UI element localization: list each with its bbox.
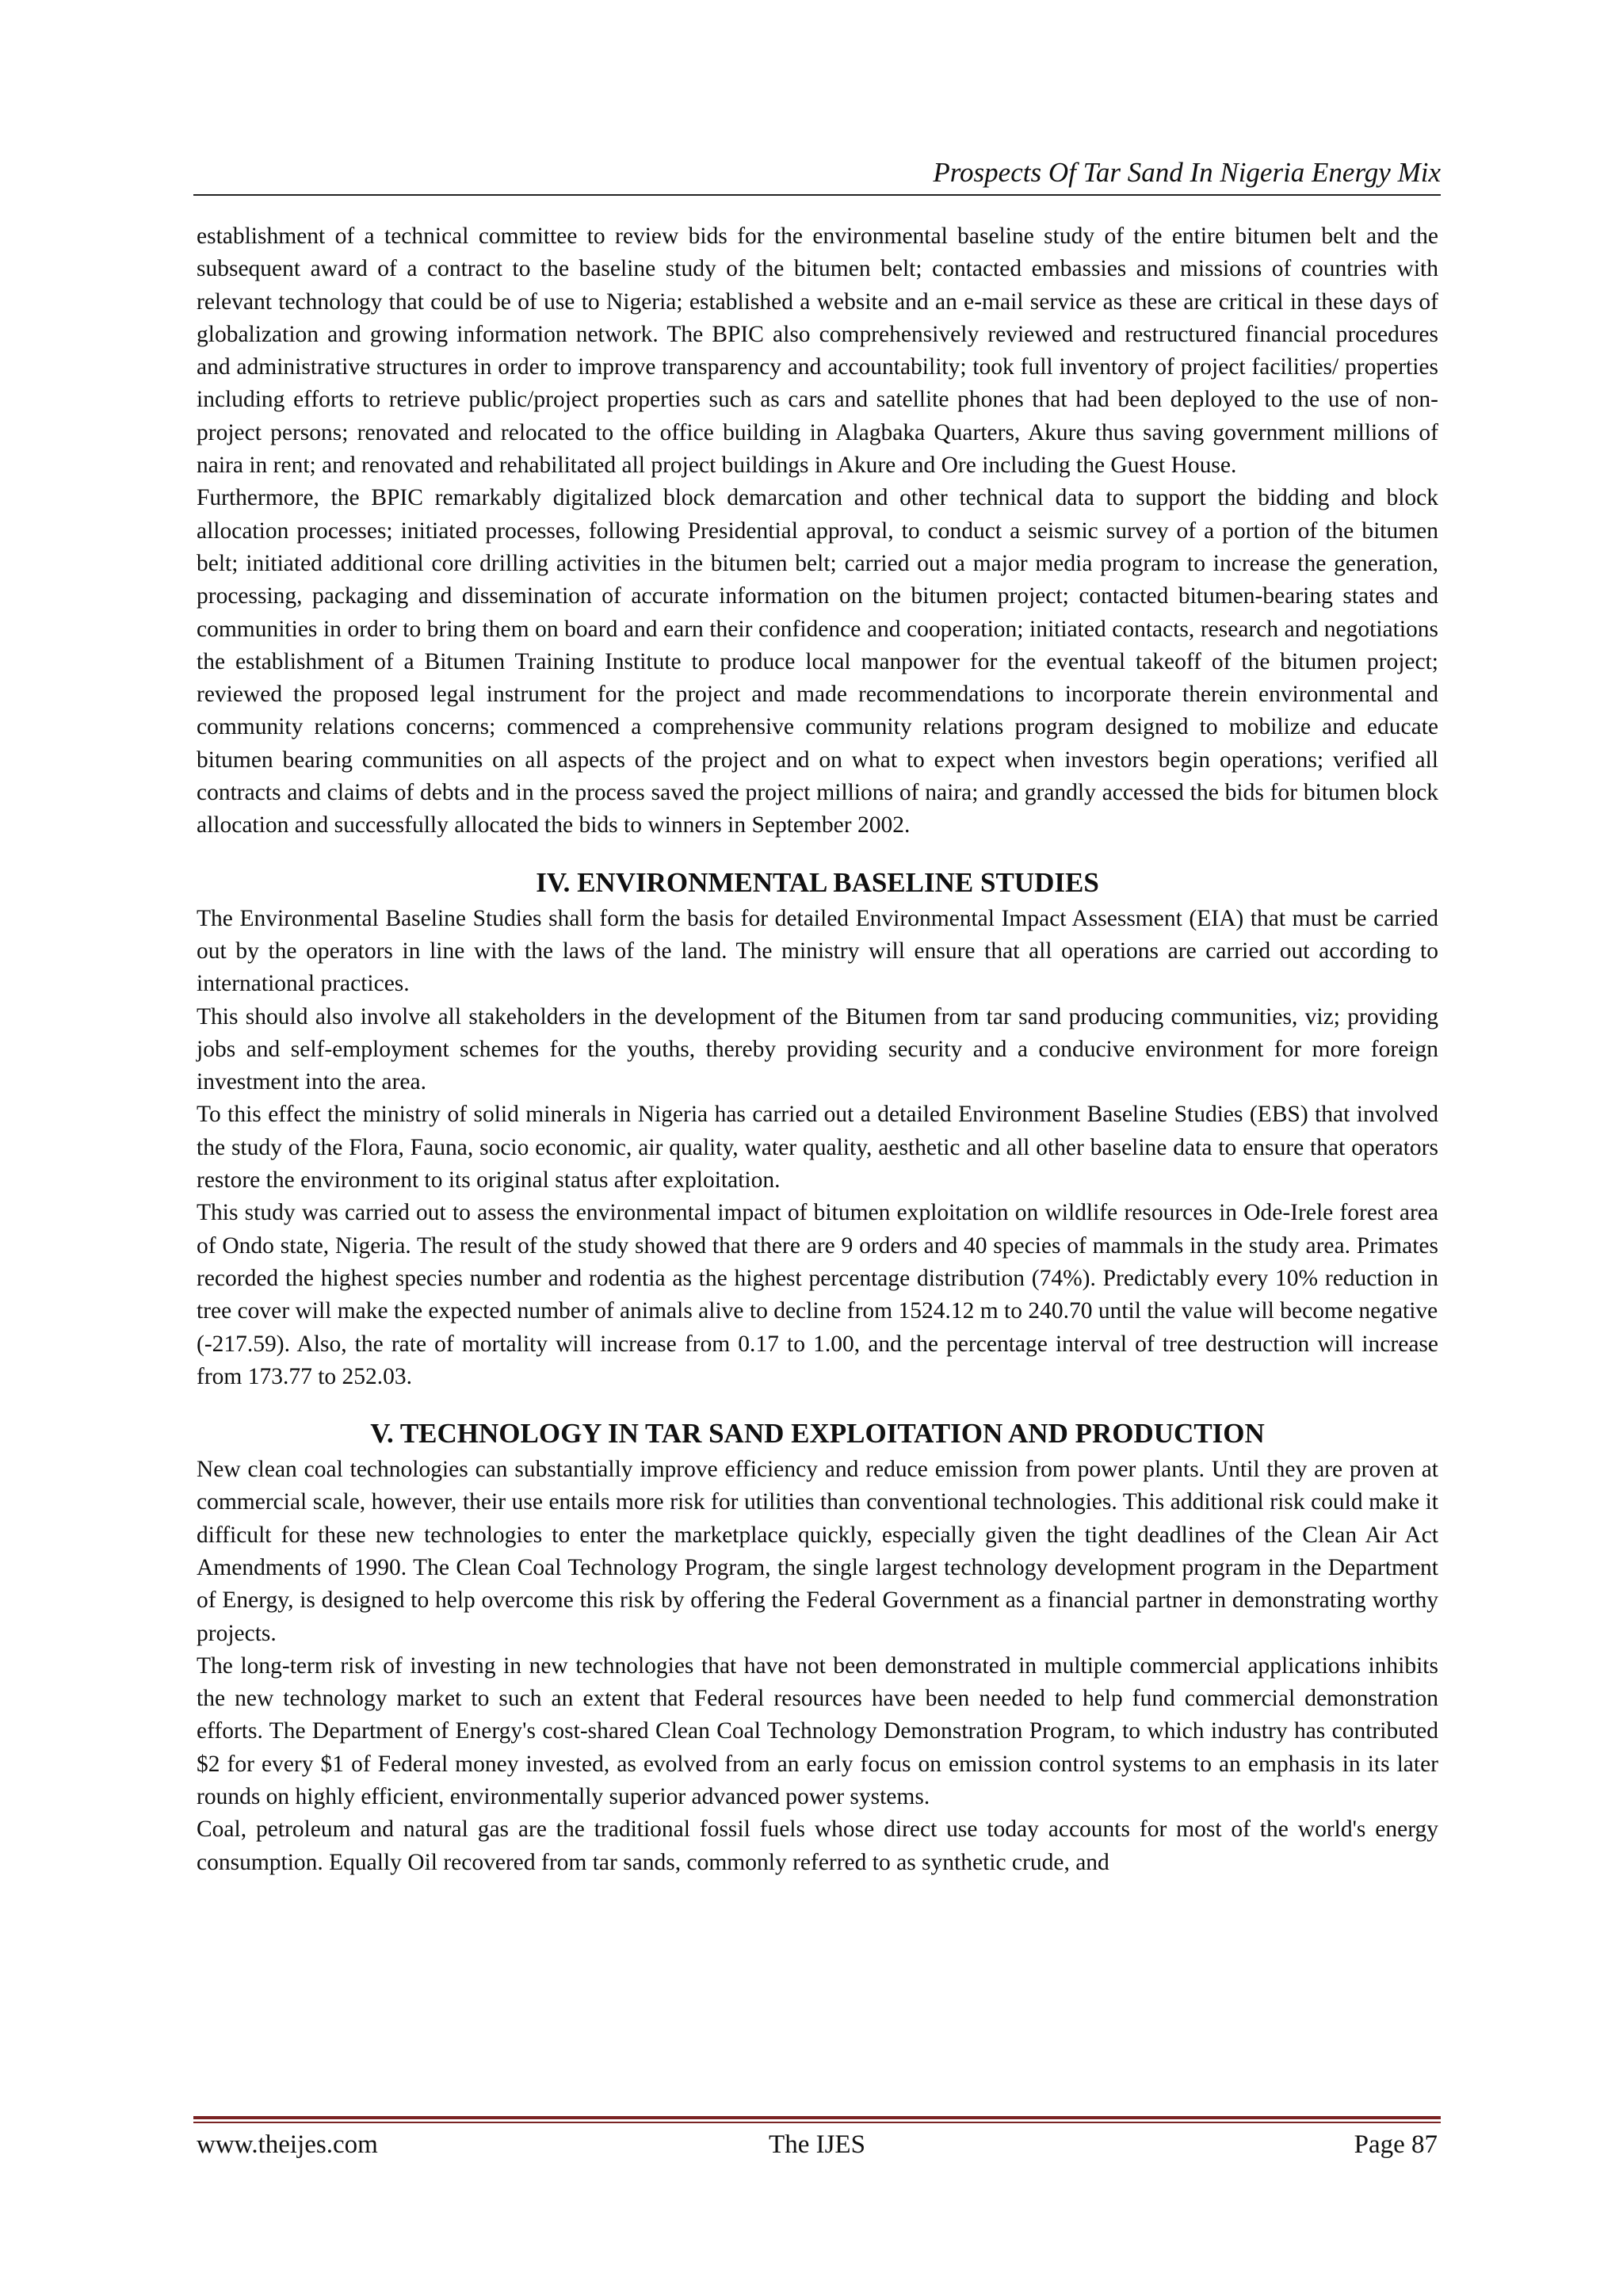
section-heading-environmental-baseline: IV. ENVIRONMENTAL BASELINE STUDIES bbox=[536, 866, 1099, 898]
paragraph-clean-coal: New clean coal technologies can substantially improve efficiency and reduce emission from power plants. Until they are proven at commercial scale, however, their use entails more risk for utilities than conventional technologies. This additional risk could make it difficult for these new technologies to enter the marketplace quickly, especially given the tight deadlines of the Clean Air Act Amendments of 1990. The Clean Coal Technology Program, the single largest technology development program in the Department of Energy, is designed to help overcome this risk by offering the Federal Government as a financial partner in demonstrating worthy projects. bbox=[197, 1457, 1438, 1646]
paragraph-fossil-fuels: Coal, petroleum and natural gas are the traditional fossil fuels whose direct use today accounts for most of the world's energy consumption. Equally Oil recovered from tar sands, commonly referred to as synthetic crude, and bbox=[197, 1817, 1438, 1875]
paragraph-ebs-study: To this effect the ministry of solid minerals in Nigeria has carried out a detailed Environment Baseline Studies (EBS) that involved the study of the Flora, Fauna, socio economic, air quality, water quality, aesthetic and all other baseline data to ensure that operators restore the environment to its original status after exploitation. bbox=[197, 1102, 1438, 1194]
footer-website: www.theijes.com bbox=[197, 2130, 378, 2159]
running-header: Prospects Of Tar Sand In Nigeria Energy Mix bbox=[933, 157, 1441, 188]
footer-journal: The IJES bbox=[769, 2130, 865, 2159]
paragraph-bpic-activities: establishment of a technical committee to review bids for the environmental baseline study of the entire bitumen belt and the subsequent award of a contract to the baseline study of the bitumen belt; contacted embassies and missions of countries with relevant technology that could be of use to Nigeria; established a website and an e-mail service as these are critical in these days of globalization and growing information network. The BPIC also comprehensively reviewed and restructured financial procedures and administrative structures in order to improve transparency and accountability; took full inventory of project facilities/ properties including efforts to retrieve public/project properties such as cars and satellite phones that had been deployed to the use of non-project persons; renovated and relocated to the office building in Alagbaka Quarters, Akure thus saving government millions of naira in rent; and renovated and rehabilitated all project buildings in Akure and Ore including the Guest House. bbox=[197, 223, 1438, 479]
footer-rule bbox=[193, 2116, 1441, 2123]
paragraph-wildlife-study: This study was carried out to assess the environmental impact of bitumen exploitation on wildlife resources in Ode-Irele forest area of Ondo state, Nigeria. The result of the study showed that there are 9 orders and 40 species of mammals in the study area. Primates recorded the highest species number and rodentia as the highest percentage distribution (74%). Predictably every 10% reduction in tree cover will make the expected number of animals alive to decline from 1524.12 m to 240.70 until the value will become negative bbox=[197, 1200, 1438, 1324]
paragraph-mortality: (-217.59). Also, the rate of mortality will increase from 0.17 to 1.00, and the percentage interval of tree destruction will increase from 173.77 to 252.03. bbox=[197, 1331, 1438, 1389]
section-heading-technology: V. TECHNOLOGY IN TAR SAND EXPLOITATION AND PRODUCTION bbox=[370, 1418, 1265, 1450]
header-rule bbox=[193, 194, 1441, 196]
article-body bbox=[197, 220, 1438, 1879]
paragraph-ebs-basis: The Environmental Baseline Studies shall form the basis for detailed Environmental Impact Assessment (EIA) that must be carried out by the operators in line with the laws of the land. The ministry will ensure that all operations are carried out according to international practices. bbox=[197, 905, 1438, 997]
paragraph-stakeholders: This should also involve all stakeholders in the development of the Bitumen from tar sand producing communities, viz; providing jobs and self-employment schemes for the youths, thereby providing security and a conducive environment for more foreign investment into the area. bbox=[197, 1003, 1438, 1095]
paragraph-long-term-risk: The long-term risk of investing in new technologies that have not been demonstrated in multiple commercial applications inhibits the new technology market to such an extent that Federal resources have been needed to help fund commercial demonstration efforts. The Department of Energy's cost-shared Clean Coal Technology Demonstration Program, to which industry has contributed $2 for every $1 of Federal money invested, as evolved from an early focus on emission control systems to an emphasis in its later rounds on highly efficient, environmentally superior advanced power systems. bbox=[197, 1652, 1438, 1810]
paragraph-bpic-furthermore: Furthermore, the BPIC remarkably digitalized block demarcation and other technical data to support the bidding and block allocation processes; initiated processes, following Presidential approval, to conduct a seismic survey of a portion of the bitumen belt; initiated additional core drilling activities in the bitumen belt; carried out a major media program to increase the generation, processing, packaging and dissemination of accurate information on the bitumen project; contacted bitumen-bearing states and communities in order to bring them on board and earn their confidence and cooperation; initiated contacts, research and negotiations the establishment of a Bitumen Training Institute to produce local manpower for the eventual takeoff of the bitumen project; reviewed the proposed legal instrument for the project and made recommendations to incorporate therein environmental and community relations concerns; commenced a comprehensive community relations program designed to mobilize and educate bitumen bearing communities on all aspects of the project and on what to expect when investors begin operations; verified all contracts and claims of debts and in the process saved the project millions of naira; and grandly accessed the bids for bitumen block allocation and successfully allocated the bids to winners in September 2002. bbox=[197, 485, 1438, 839]
footer-page-number: Page 87 bbox=[1354, 2130, 1438, 2159]
